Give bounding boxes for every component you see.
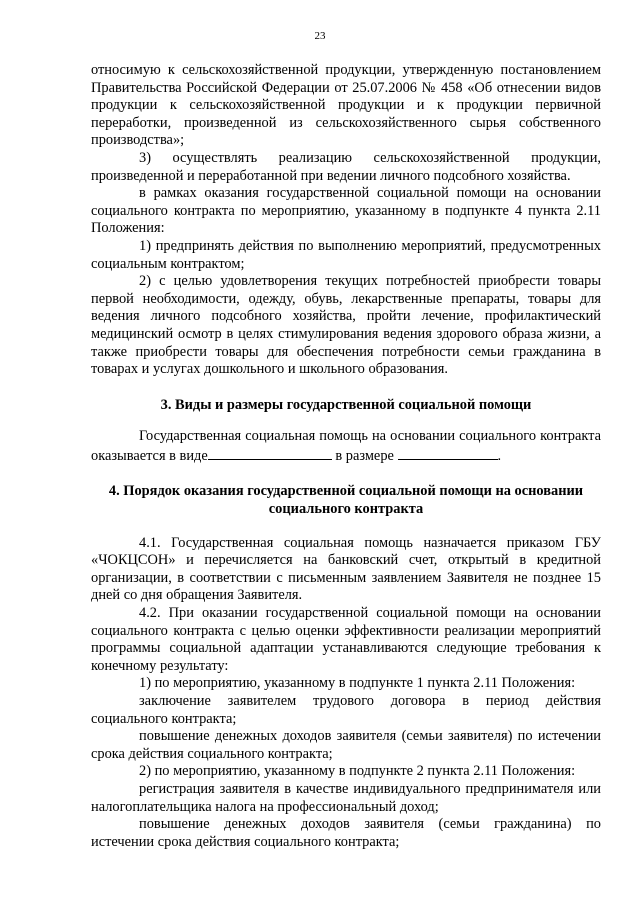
paragraph: 3) осуществлять реализацию сельскохозяйственной продукции, произведенной и переработанной при ведении личного подсобного хозяйства.	[91, 149, 601, 184]
paragraph: 4.2. При оказании государственной социальной помощи на основании социального контракта с целью оценки эффективности реализации мероприятий программы социальной адаптации устанавливаются следующие требования к конечному результату:	[91, 605, 601, 674]
paragraph: повышение денежных доходов заявителя (семьи заявителя) по истечении срока действия социального контракта;	[91, 728, 601, 762]
section-3-heading: 3. Виды и размеры государственной социальной помощи	[160, 396, 532, 413]
paragraph: в рамках оказания государственной социальной помощи на основании социального контракта по мероприятию, указанному в подпункте 4 пункта 2.11 Положения:	[91, 185, 601, 237]
paragraph: 1) предпринять действия по выполнению мероприятий, предусмотренных социальным контрактом;	[91, 237, 601, 272]
paragraph: регистрация заявителя в качестве индивидуального предпринимателя или налогоплательщика налога на профессиональный доход;	[91, 780, 601, 815]
section-4-heading: 4. Порядок оказания государственной социальной помощи на основании социального контракта	[108, 483, 584, 518]
paragraph: относимую к сельскохозяйственной продукции, утвержденную постановлением Правительства Российской Федерации от 25.07.2006 № 458 «Об отнесении видов продукции к сельскохозяйственной продукции и к продукции первичной переработки, произведенной из сельскохозяйственного сырья собственного производства»;	[91, 62, 601, 149]
section-3-text: .	[497, 447, 502, 464]
paragraph: 1) по мероприятию, указанному в подпункте 1 пункта 2.11 Положения:	[139, 675, 576, 692]
paragraph: 2) с целью удовлетворения текущих потребностей приобрести товары первой необходимости, одежду, обувь, лекарственные препараты, товары для ведения личного подсобного хозяйства, пройти лечение, профилактический медицинский осмотр в целях стимулирования ведения здорового образа жизни, а также приобрести товары для обеспечения потребности семьи гражданина в товарах и услугах дошкольного и школьного образования.	[91, 273, 601, 378]
paragraph: заключение заявителем трудового договора в период действия социального контракта;	[91, 693, 601, 727]
section-3-text: Государственная социальная помощь на основании социального контракта оказывается в виде	[91, 428, 601, 464]
blank-line-amount	[398, 446, 498, 460]
paragraph: повышение денежных доходов заявителя (семьи гражданина) по истечении срока действия социального контракта;	[91, 816, 601, 850]
section-3-text: в размере	[331, 447, 398, 464]
page-number: 23	[314, 30, 326, 42]
document-body	[91, 62, 601, 851]
section-3-paragraph	[91, 428, 601, 465]
blank-line-type	[208, 446, 332, 460]
paragraph: 2) по мероприятию, указанному в подпункте 2 пункта 2.11 Положения:	[139, 763, 576, 780]
paragraph: 4.1. Государственная социальная помощь назначается приказом ГБУ «ЧОКЦСОН» и перечисляется на банковский счет, открытый в кредитной организации, в соответствии с письменным заявлением Заявителя не позднее 15 дней со дня обращения Заявителя.	[91, 534, 601, 604]
